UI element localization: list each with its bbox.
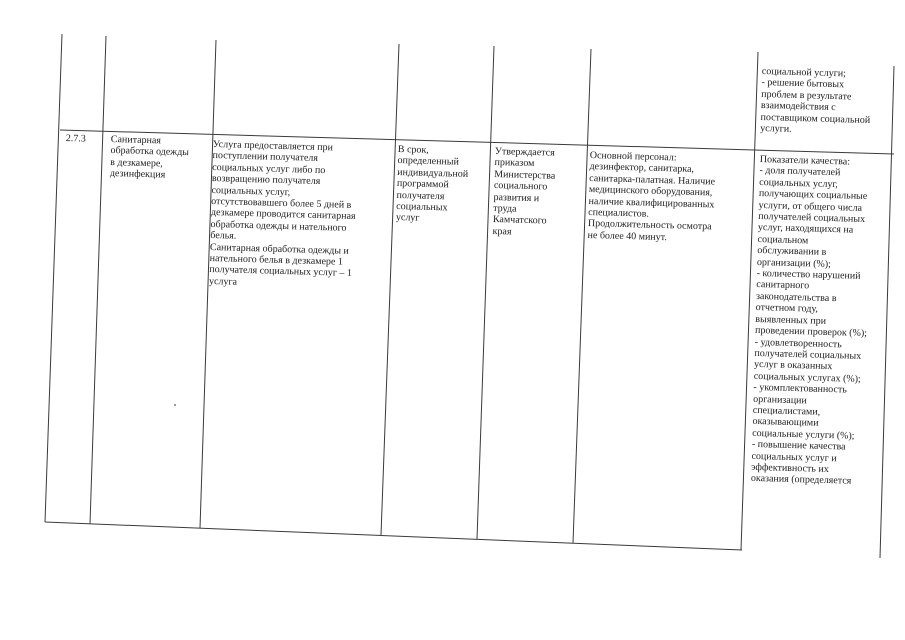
quality-indicators: Показатели качества: - доля получателей социальных услуг, получающих социальные услуги, от общего числа получателей социальных услуг, находящихся на социальном обслуживании в организации (%); - количество нарушений санитарного законодательства в отчетном году, выявленных при проведении проверок (%); - удовлетворенность получателей социальных услуг в оказанных социальных услугах (%); - укомплектованность организации специалистами, оказывающими социальные услуги (%); - повышение качества социальных услуг и эффективность их оказания (определяется — [750, 154, 868, 488]
scan-speck — [174, 404, 176, 406]
table-bottom-border — [45, 522, 742, 550]
service-conditions: Основной персонал: дезинфектор, санитарка, санитарка-палатная. Наличие медицинского оборудования, наличие квалифицированных специалистов. Продолжительность осмотра не более 40 минут. — [587, 150, 716, 244]
col-separator-5 — [573, 49, 591, 543]
col-separator-1 — [90, 36, 106, 524]
service-tariff: Утверждается приказом Министерства социального развития и труда Камчатского края — [492, 146, 556, 238]
row-number: 2.7.3 — [65, 133, 86, 145]
prev-row-indicators-tail: социальной услуги; - решение бытовых проблем в результате взаимодействия с поставщиком социальной услуги. — [760, 66, 871, 135]
service-term: В срок, определенный индивидуальной программой получателя социальных услуг — [395, 144, 469, 225]
service-description: Услуга предоставляется при поступлении получателя социальных услуг либо по возвращению получателя социальных услуг, отсутствовавшего более 5 дней в дезкамере проводится санитарная обработка одежды и нательного белья. Санитарная обработка одежды и нательного белья в дезкамере 1 получателя социальных услуг – 1 услуга — [208, 139, 356, 288]
col-separator-4 — [477, 46, 494, 539]
table-left-border — [45, 34, 62, 522]
service-name: Санитарная обработка одежды в дезкамере, дезинфекция — [109, 134, 190, 181]
